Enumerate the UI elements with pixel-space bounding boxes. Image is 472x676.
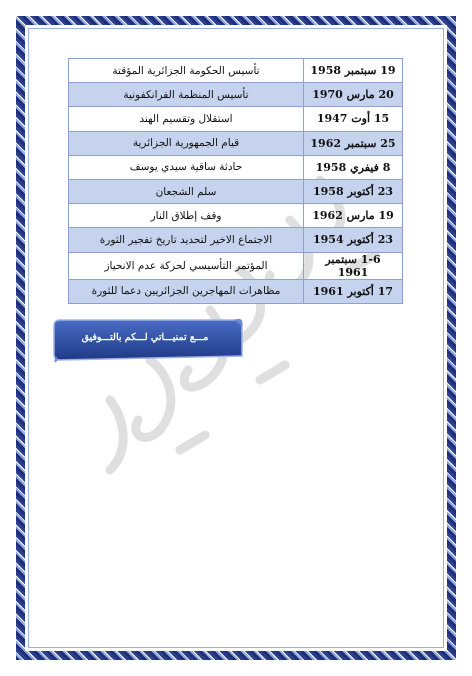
- date-cell: 19 مارس 1962: [304, 204, 403, 228]
- table-row: [69, 59, 403, 83]
- event-cell: مظاهرات المهاجرين الجزائريين دعما للثورة: [69, 279, 304, 303]
- table-row: [69, 179, 403, 203]
- date-cell: 15 أوت 1947: [304, 107, 403, 131]
- event-cell: قيام الجمهورية الجزائرية: [69, 131, 304, 155]
- table-row: [69, 107, 403, 131]
- event-cell: حادثة ساقية سيدي يوسف: [69, 155, 304, 179]
- table-row: [69, 279, 403, 303]
- date-cell: 8 فيفري 1958: [304, 155, 403, 179]
- table-row: [69, 131, 403, 155]
- date-cell: 20 مارس 1970: [304, 83, 403, 107]
- date-cell: 23 أكتوبر 1954: [304, 228, 403, 252]
- dates-events-table: [68, 58, 403, 304]
- event-cell: استقلال وتقسيم الهند: [69, 107, 304, 131]
- banner-text: مـــع تمنيـــاتي لـــكم بالتـــوفيق: [81, 332, 209, 343]
- date-cell: 23 أكتوبر 1958: [304, 179, 403, 203]
- date-cell: 19 سبتمبر 1958: [304, 59, 403, 83]
- event-cell: الاجتماع الاخير لتحديد تاريخ تفجير الثورة: [69, 228, 304, 252]
- date-cell: 25 سبتمبر 1962: [304, 131, 403, 155]
- event-cell: تأسيس الحكومة الجزائرية المؤقتة: [69, 59, 304, 83]
- event-cell: سلم الشجعان: [69, 179, 304, 203]
- date-cell: 1-6 سبتمبر 1961: [304, 252, 403, 279]
- date-cell: 17 أكتوبر 1961: [304, 279, 403, 303]
- table-row: [69, 252, 403, 279]
- table-row: [69, 83, 403, 107]
- table-row: [69, 204, 403, 228]
- event-cell: تأسيس المنظمة الفرانكفونية: [69, 83, 304, 107]
- event-cell: وقف إطلاق النار: [69, 204, 304, 228]
- event-cell: المؤتمر التأسيسي لحركة عدم الانحياز: [69, 252, 304, 279]
- table-row: [69, 155, 403, 179]
- table-row: [69, 228, 403, 252]
